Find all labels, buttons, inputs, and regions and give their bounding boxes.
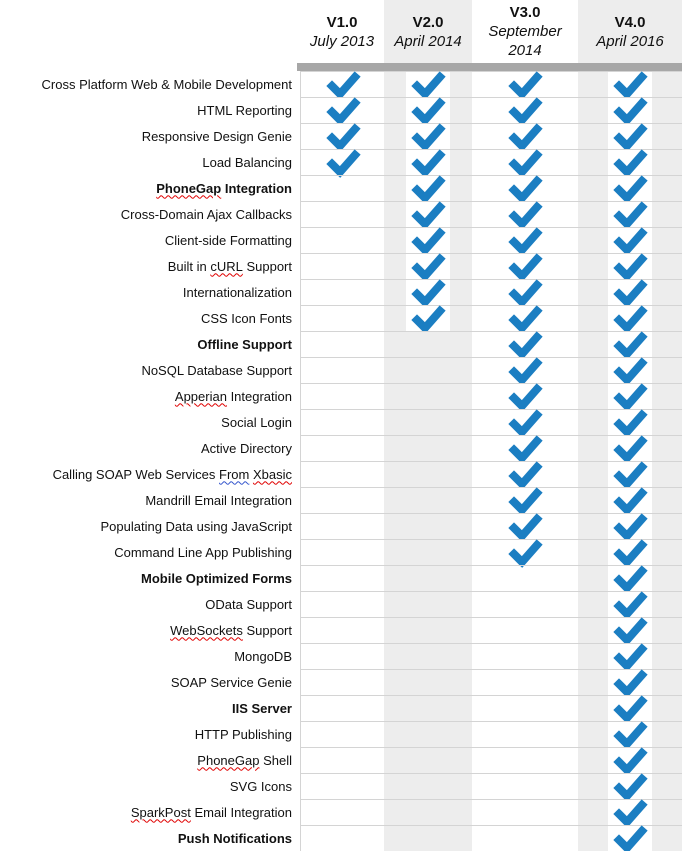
version-cell	[578, 747, 682, 773]
version-cell	[578, 279, 682, 305]
version-cell	[472, 565, 578, 591]
version-cell	[578, 149, 682, 175]
table-row	[0, 409, 682, 435]
feature-label: HTML Reporting	[197, 102, 292, 118]
release-date: April 2016	[596, 32, 664, 50]
table-row	[0, 149, 682, 175]
version-cell	[578, 201, 682, 227]
version-cell	[300, 201, 384, 227]
feature-label: Apperian Integration	[174, 388, 292, 404]
version-cell	[300, 227, 384, 253]
version-cell	[384, 435, 472, 461]
version-cell	[472, 409, 578, 435]
check-icon	[503, 488, 547, 513]
version-cell	[300, 773, 384, 799]
check-icon	[406, 228, 450, 253]
version-cell	[300, 825, 384, 851]
check-icon	[503, 410, 547, 435]
version-cell	[578, 513, 682, 539]
check-icon	[503, 98, 547, 123]
check-icon	[503, 124, 547, 149]
feature-label: Cross Platform Web & Mobile Development	[41, 76, 292, 92]
check-icon	[608, 644, 652, 669]
version-cell	[472, 539, 578, 565]
version-cell	[472, 487, 578, 513]
version-cell	[384, 331, 472, 357]
check-icon	[608, 696, 652, 721]
version-cell	[384, 305, 472, 331]
check-icon	[608, 618, 652, 643]
table-row	[0, 747, 682, 773]
column-header-v1	[300, 0, 384, 63]
version-cell	[384, 461, 472, 487]
version-cell	[578, 565, 682, 591]
check-icon	[608, 748, 652, 773]
version-cell	[384, 253, 472, 279]
version-cell	[578, 123, 682, 149]
check-icon	[608, 488, 652, 513]
check-icon	[503, 306, 547, 331]
version-cell	[578, 461, 682, 487]
check-icon	[608, 150, 652, 175]
version-cell	[472, 513, 578, 539]
version-cell	[578, 591, 682, 617]
table-row	[0, 175, 682, 201]
version-cell	[472, 227, 578, 253]
feature-label: HTTP Publishing	[194, 726, 292, 742]
version-cell	[472, 617, 578, 643]
version-cell	[472, 669, 578, 695]
feature-label: PhoneGap Integration	[156, 180, 292, 196]
version-cell	[472, 71, 578, 97]
check-icon	[608, 254, 652, 279]
check-icon	[608, 800, 652, 825]
version-cell	[300, 643, 384, 669]
version-cell	[300, 279, 384, 305]
check-icon	[608, 410, 652, 435]
version-cell	[384, 383, 472, 409]
check-icon	[608, 670, 652, 695]
check-icon	[608, 592, 652, 617]
version-cell	[384, 799, 472, 825]
feature-label: Offline Support	[197, 336, 292, 352]
check-icon	[608, 540, 652, 565]
header-divider-bar	[297, 63, 682, 71]
check-icon	[503, 280, 547, 305]
version-cell	[472, 591, 578, 617]
check-icon	[406, 176, 450, 201]
version-cell	[472, 773, 578, 799]
version-cell	[300, 695, 384, 721]
check-icon	[608, 462, 652, 487]
version-cell	[300, 71, 384, 97]
version-cell	[300, 97, 384, 123]
version-cell	[578, 253, 682, 279]
feature-label: Mobile Optimized Forms	[141, 570, 292, 586]
check-icon	[406, 72, 450, 97]
version-cell	[384, 227, 472, 253]
version-label: V1.0	[326, 13, 358, 31]
version-cell	[300, 175, 384, 201]
version-cell	[578, 825, 682, 851]
check-icon	[503, 462, 547, 487]
table-row	[0, 123, 682, 149]
table-row	[0, 773, 682, 799]
version-cell	[300, 331, 384, 357]
version-cell	[472, 331, 578, 357]
version-cell	[472, 643, 578, 669]
version-cell	[472, 747, 578, 773]
version-cell	[472, 253, 578, 279]
version-cell	[472, 279, 578, 305]
check-icon	[321, 150, 365, 175]
version-cell	[578, 97, 682, 123]
version-cell	[472, 357, 578, 383]
grammar-squiggle: From	[219, 466, 250, 482]
version-cell	[578, 695, 682, 721]
table-row	[0, 825, 682, 851]
version-cell	[384, 721, 472, 747]
version-cell	[300, 565, 384, 591]
table-row	[0, 461, 682, 487]
version-cell	[578, 617, 682, 643]
check-icon	[503, 332, 547, 357]
table-row	[0, 669, 682, 695]
table-row	[0, 487, 682, 513]
version-cell	[578, 305, 682, 331]
check-icon	[321, 124, 365, 149]
version-cell	[578, 175, 682, 201]
feature-label: Responsive Design Genie	[141, 128, 292, 144]
check-icon	[503, 540, 547, 565]
check-icon	[608, 722, 652, 747]
version-cell	[578, 539, 682, 565]
spellcheck-squiggle: PhoneGap	[156, 180, 222, 196]
feature-label: Internationalization	[182, 284, 292, 300]
feature-label: Built in cURL Support	[167, 258, 292, 274]
check-icon	[406, 150, 450, 175]
feature-label: Active Directory	[200, 440, 292, 456]
version-cell	[472, 123, 578, 149]
version-cell	[384, 357, 472, 383]
version-cell	[472, 435, 578, 461]
table-row	[0, 383, 682, 409]
table-row	[0, 97, 682, 123]
feature-label: Populating Data using JavaScript	[100, 518, 292, 534]
table-body	[0, 71, 682, 851]
check-icon	[608, 514, 652, 539]
check-icon	[608, 124, 652, 149]
table-row	[0, 799, 682, 825]
version-cell	[384, 695, 472, 721]
check-icon	[608, 280, 652, 305]
version-cell	[472, 799, 578, 825]
version-cell	[384, 149, 472, 175]
check-icon	[608, 202, 652, 227]
header-spacer	[0, 0, 300, 63]
spellcheck-squiggle: Xbasic	[252, 466, 292, 482]
check-icon	[406, 280, 450, 305]
check-icon	[503, 228, 547, 253]
table-row	[0, 565, 682, 591]
version-cell	[300, 149, 384, 175]
check-icon	[406, 202, 450, 227]
feature-label: PhoneGap Shell	[197, 752, 292, 768]
check-icon	[321, 72, 365, 97]
check-icon	[608, 176, 652, 201]
table-row	[0, 617, 682, 643]
table-row	[0, 643, 682, 669]
feature-label: NoSQL Database Support	[141, 362, 292, 378]
check-icon	[608, 332, 652, 357]
check-icon	[503, 254, 547, 279]
version-cell	[472, 149, 578, 175]
version-cell	[384, 565, 472, 591]
version-cell	[578, 71, 682, 97]
version-label: V2.0	[412, 13, 444, 31]
feature-label: Load Balancing	[202, 154, 292, 170]
version-cell	[384, 279, 472, 305]
version-cell	[578, 643, 682, 669]
table-row	[0, 305, 682, 331]
version-label: V4.0	[614, 13, 646, 31]
version-cell	[472, 97, 578, 123]
spellcheck-squiggle: WebSockets	[170, 622, 243, 638]
table-row	[0, 435, 682, 461]
feature-label: CSS Icon Fonts	[200, 310, 292, 326]
version-label: V3.0	[509, 4, 541, 21]
check-icon	[608, 228, 652, 253]
version-cell	[472, 695, 578, 721]
version-cell	[300, 461, 384, 487]
table-row	[0, 331, 682, 357]
check-icon	[608, 566, 652, 591]
version-cell	[384, 591, 472, 617]
check-icon	[406, 306, 450, 331]
release-date: July 2013	[309, 32, 375, 50]
version-cell	[300, 591, 384, 617]
table-row	[0, 227, 682, 253]
version-cell	[300, 123, 384, 149]
check-icon	[503, 514, 547, 539]
version-cell	[384, 643, 472, 669]
column-header-v2	[384, 0, 472, 63]
check-icon	[608, 774, 652, 799]
version-cell	[300, 435, 384, 461]
spellcheck-squiggle: Apperian	[174, 388, 227, 404]
version-cell	[384, 669, 472, 695]
check-icon	[503, 358, 547, 383]
table-row	[0, 357, 682, 383]
spellcheck-squiggle: cURL	[210, 258, 243, 274]
version-cell	[300, 513, 384, 539]
feature-label: WebSockets Support	[170, 622, 292, 638]
version-cell	[472, 305, 578, 331]
feature-label: Push Notifications	[177, 830, 292, 846]
version-cell	[578, 409, 682, 435]
check-icon	[406, 124, 450, 149]
feature-label: MongoDB	[234, 648, 292, 664]
version-cell	[578, 799, 682, 825]
version-cell	[300, 409, 384, 435]
version-cell	[384, 71, 472, 97]
column-header-v3	[472, 0, 578, 63]
version-cell	[472, 461, 578, 487]
check-icon	[503, 384, 547, 409]
check-icon	[503, 176, 547, 201]
feature-label: Calling SOAP Web Services From Xbasic	[52, 466, 292, 482]
check-icon	[503, 436, 547, 461]
table-row	[0, 695, 682, 721]
version-cell	[578, 331, 682, 357]
version-cell	[300, 253, 384, 279]
check-icon	[321, 98, 365, 123]
version-cell	[300, 721, 384, 747]
spellcheck-squiggle: SparkPost	[130, 804, 191, 820]
check-icon	[608, 306, 652, 331]
check-icon	[503, 202, 547, 227]
release-date: September 2014	[488, 23, 562, 59]
feature-label: Cross-Domain Ajax Callbacks	[120, 206, 292, 222]
feature-label: Command Line App Publishing	[114, 544, 292, 560]
table-row	[0, 253, 682, 279]
version-cell	[300, 305, 384, 331]
version-cell	[472, 175, 578, 201]
version-cell	[384, 123, 472, 149]
table-row	[0, 591, 682, 617]
feature-label: IIS Server	[232, 700, 292, 716]
feature-label: Social Login	[221, 414, 292, 430]
version-cell	[472, 721, 578, 747]
feature-label: SVG Icons	[229, 778, 292, 794]
version-cell	[578, 721, 682, 747]
version-cell	[472, 825, 578, 851]
version-cell	[300, 617, 384, 643]
version-cell	[384, 539, 472, 565]
feature-label: Mandrill Email Integration	[145, 492, 292, 508]
version-cell	[300, 669, 384, 695]
version-cell	[578, 487, 682, 513]
table-row	[0, 279, 682, 305]
check-icon	[406, 254, 450, 279]
version-cell	[384, 513, 472, 539]
version-cell	[384, 825, 472, 851]
feature-label: SparkPost Email Integration	[130, 804, 292, 820]
check-icon	[503, 72, 547, 97]
version-cell	[384, 487, 472, 513]
version-cell	[300, 487, 384, 513]
version-cell	[384, 97, 472, 123]
version-cell	[384, 617, 472, 643]
version-cell	[472, 201, 578, 227]
check-icon	[608, 384, 652, 409]
table-header	[0, 0, 682, 63]
feature-label: OData Support	[205, 596, 292, 612]
version-cell	[384, 175, 472, 201]
version-cell	[300, 539, 384, 565]
check-icon	[608, 98, 652, 123]
version-cell	[384, 409, 472, 435]
table-row	[0, 513, 682, 539]
version-cell	[300, 357, 384, 383]
table-row	[0, 721, 682, 747]
table-row	[0, 71, 682, 97]
version-cell	[578, 669, 682, 695]
version-cell	[578, 227, 682, 253]
column-header-v4	[578, 0, 682, 63]
check-icon	[503, 150, 547, 175]
version-cell	[578, 435, 682, 461]
version-cell	[472, 383, 578, 409]
version-cell	[578, 383, 682, 409]
version-cell	[578, 773, 682, 799]
version-cell	[300, 799, 384, 825]
check-icon	[406, 98, 450, 123]
spellcheck-squiggle: PhoneGap	[197, 752, 260, 768]
check-icon	[608, 72, 652, 97]
table-row	[0, 539, 682, 565]
version-cell	[384, 747, 472, 773]
check-icon	[608, 436, 652, 461]
version-cell	[384, 201, 472, 227]
version-cell	[300, 383, 384, 409]
version-cell	[300, 747, 384, 773]
check-icon	[608, 358, 652, 383]
feature-label: SOAP Service Genie	[170, 674, 292, 690]
table-row	[0, 201, 682, 227]
check-icon	[608, 826, 652, 851]
version-cell	[578, 357, 682, 383]
feature-label: Client-side Formatting	[164, 232, 292, 248]
release-date: April 2014	[394, 32, 462, 50]
version-cell	[384, 773, 472, 799]
